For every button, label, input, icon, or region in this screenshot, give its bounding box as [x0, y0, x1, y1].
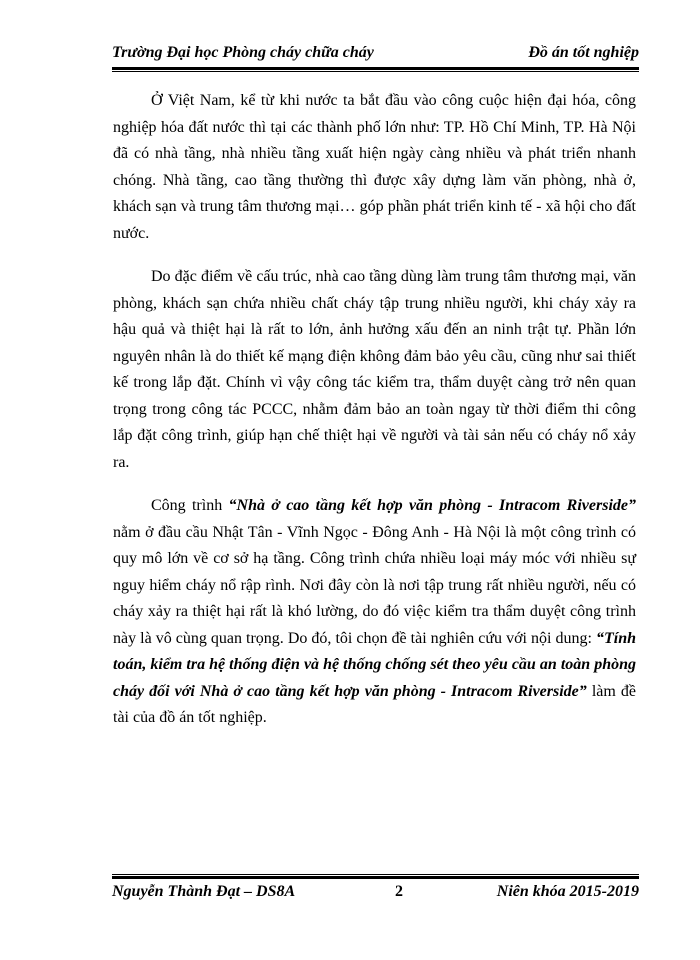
- header-school-name: Trường Đại học Phòng cháy chữa cháy: [112, 44, 374, 61]
- header-rule-thin: [112, 71, 639, 72]
- footer-rule-thin: [112, 874, 639, 875]
- project-name: “Nhà ở cao tầng kết hợp văn phòng - Intracom Riverside”: [228, 497, 636, 514]
- page-header: [112, 44, 639, 66]
- thesis-topic: “Tính toán, kiểm tra hệ thống điện và hệ thống chống sét theo yêu cầu an toàn phòng cháy đối với Nhà ở cao tầng kết hợp văn phòng - Intracom Riverside”: [113, 629, 636, 700]
- header-rule: [112, 67, 639, 70]
- paragraph-3-body: nằm ở đầu cầu Nhật Tân - Vĩnh Ngọc - Đông Anh - Hà Nội là một công trình có quy mô lớn về cơ sở hạ tầng. Công trình chứa nhiều loại máy móc với nhiều sự nguy hiểm cháy nổ rập rình. Nơi đây còn là nơi tập trung rất nhiều người, nếu có cháy xảy ra thiệt hại rất là khó lường, do đó việc kiểm tra thẩm duyệt công trình này là vô cùng quan trọng. Do đó, tôi chọn đề tài nghiên cứu với nội dung:: [113, 523, 636, 647]
- footer-school-year: Niên khóa 2015-2019: [496, 883, 639, 900]
- footer-rule: [112, 876, 639, 879]
- document-body: [113, 88, 636, 749]
- paragraph-3: [113, 493, 636, 732]
- header-document-type: Đồ án tốt nghiệp: [528, 44, 639, 61]
- paragraph-3-end: làm đề tài của đồ án tốt nghiệp.: [113, 682, 637, 726]
- paragraph-1: Ở Việt Nam, kể từ khi nước ta bắt đầu vào công cuộc hiện đại hóa, công nghiệp hóa đất nước thì tại các thành phố lớn như: TP. Hồ Chí Minh, TP. Hà Nội đã có nhà tầng, nhà nhiều tầng xuất hiện ngày càng nhiều và phát triển nhanh chóng. Nhà tầng, cao tầng thường thì được xây dựng làm văn phòng, nhà ở, khách sạn và trung tâm thương mại… góp phần phát triển kinh tế - xã hội cho đất nước.: [113, 92, 636, 242]
- page-number: 2: [395, 883, 403, 900]
- footer-author: Nguyễn Thành Đạt – DS8A: [112, 883, 296, 900]
- paragraph-2: Do đặc điểm về cấu trúc, nhà cao tầng dùng làm trung tâm thương mại, văn phòng, khách sạn chứa nhiều chất cháy tập trung nhiều người, khi cháy xảy ra hậu quả và thiệt hại là rất to lớn, ảnh hưởng xấu đến an ninh trật tự. Phần lớn nguyên nhân là do thiết kế mạng điện không đảm bảo yêu cầu, cũng như sai thiết kế trong lắp đặt. Chính vì vậy công tác kiểm tra, thẩm duyệt càng trở nên quan trọng trong công tác PCCC, nhằm đảm bảo an toàn ngay từ thời điểm thi công lắp đặt công trình, giúp hạn chế thiệt hại về người và tài sản nếu có cháy nổ xảy ra.: [113, 268, 636, 471]
- paragraph-3-intro: Công trình: [151, 497, 229, 514]
- page-footer: [112, 883, 639, 905]
